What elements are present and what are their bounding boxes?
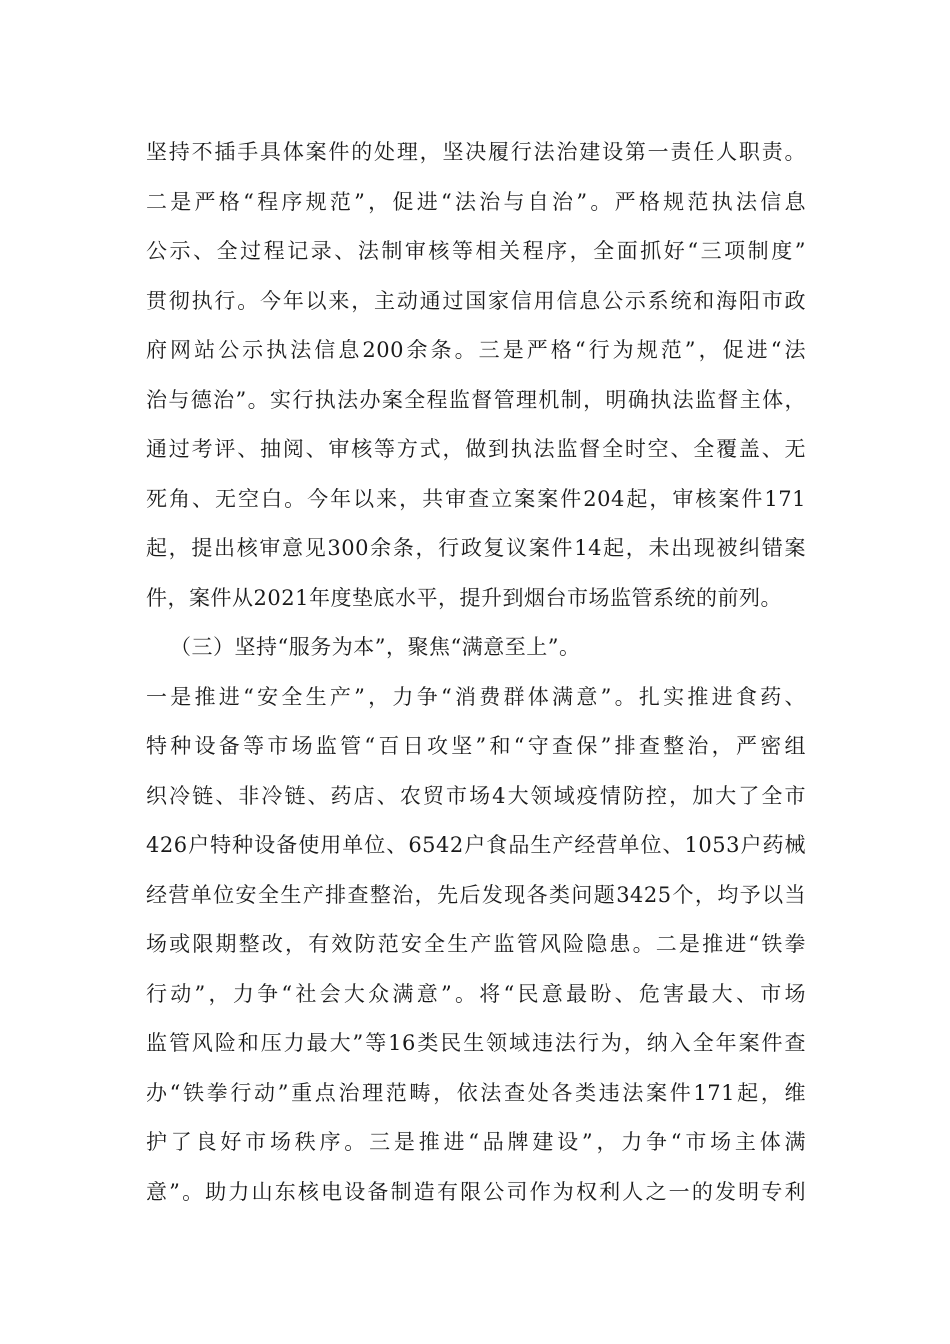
text-line: 死角、无空白。今年以来，共审查立案案件204起，审核案件171 <box>146 486 806 511</box>
text-line: 通过考评、抽阅、审核等方式，做到执法监督全时空、全覆盖、无 <box>146 437 806 461</box>
text-line: 治与德治”。实行执法办案全程监督管理机制，明确执法监督主体， <box>146 387 806 412</box>
text-line: 府网站公示执法信息200余条。三是严格“行为规范”，促进“法 <box>146 338 806 362</box>
text-line: 一是推进“安全生产”，力争“消费群体满意”。扎实推进食药、 <box>146 684 806 709</box>
text-line: 贯彻执行。今年以来，主动通过国家信用信息公示系统和海阳市政 <box>146 288 806 313</box>
text-line: 意”。助力山东核电设备制造有限公司作为权利人之一的发明专利 <box>146 1179 806 1204</box>
text-line: 特种设备等市场监管“百日攻坚”和“守查保”排查整治，严密组 <box>146 734 806 758</box>
text-line: 426户特种设备使用单位、6542户食品生产经营单位、1053户药械 <box>146 833 806 857</box>
section-heading: （三）坚持“服务为本”，聚焦“满意至上”。 <box>170 635 581 659</box>
text-line: 二是严格“程序规范”，促进“法治与自治”。严格规范执法信息 <box>146 189 806 214</box>
text-line: 公示、全过程记录、法制审核等相关程序，全面抓好“三项制度” <box>146 239 806 263</box>
document-body <box>146 128 806 1217</box>
text-line: 织冷链、非冷链、药店、农贸市场4大领域疫情防控，加大了全市 <box>146 783 806 808</box>
text-line: 坚持不插手具体案件的处理，坚决履行法治建设第一责任人职责。 <box>146 140 806 164</box>
text-line: 办“铁拳行动”重点治理范畴，依法查处各类违法案件171起，维 <box>146 1080 806 1105</box>
text-line: 件，案件从2021年度垫底水平，提升到烟台市场监管系统的前列。 <box>146 585 782 610</box>
text-line: 监管风险和压力最大”等16类民生领域违法行为，纳入全年案件查 <box>146 1031 806 1055</box>
text-line: 护了良好市场秩序。三是推进“品牌建设”，力争“市场主体满 <box>146 1130 806 1154</box>
text-line: 场或限期整改，有效防范安全生产监管风险隐患。二是推进“铁拳 <box>146 932 806 956</box>
text-line: 起，提出核审意见300余条，行政复议案件14起，未出现被纠错案 <box>146 536 806 560</box>
text-line: 经营单位安全生产排查整治，先后发现各类问题3425个，均予以当 <box>146 882 806 907</box>
text-line: 行动”，力争“社会大众满意”。将“民意最盼、危害最大、市场 <box>146 981 806 1006</box>
